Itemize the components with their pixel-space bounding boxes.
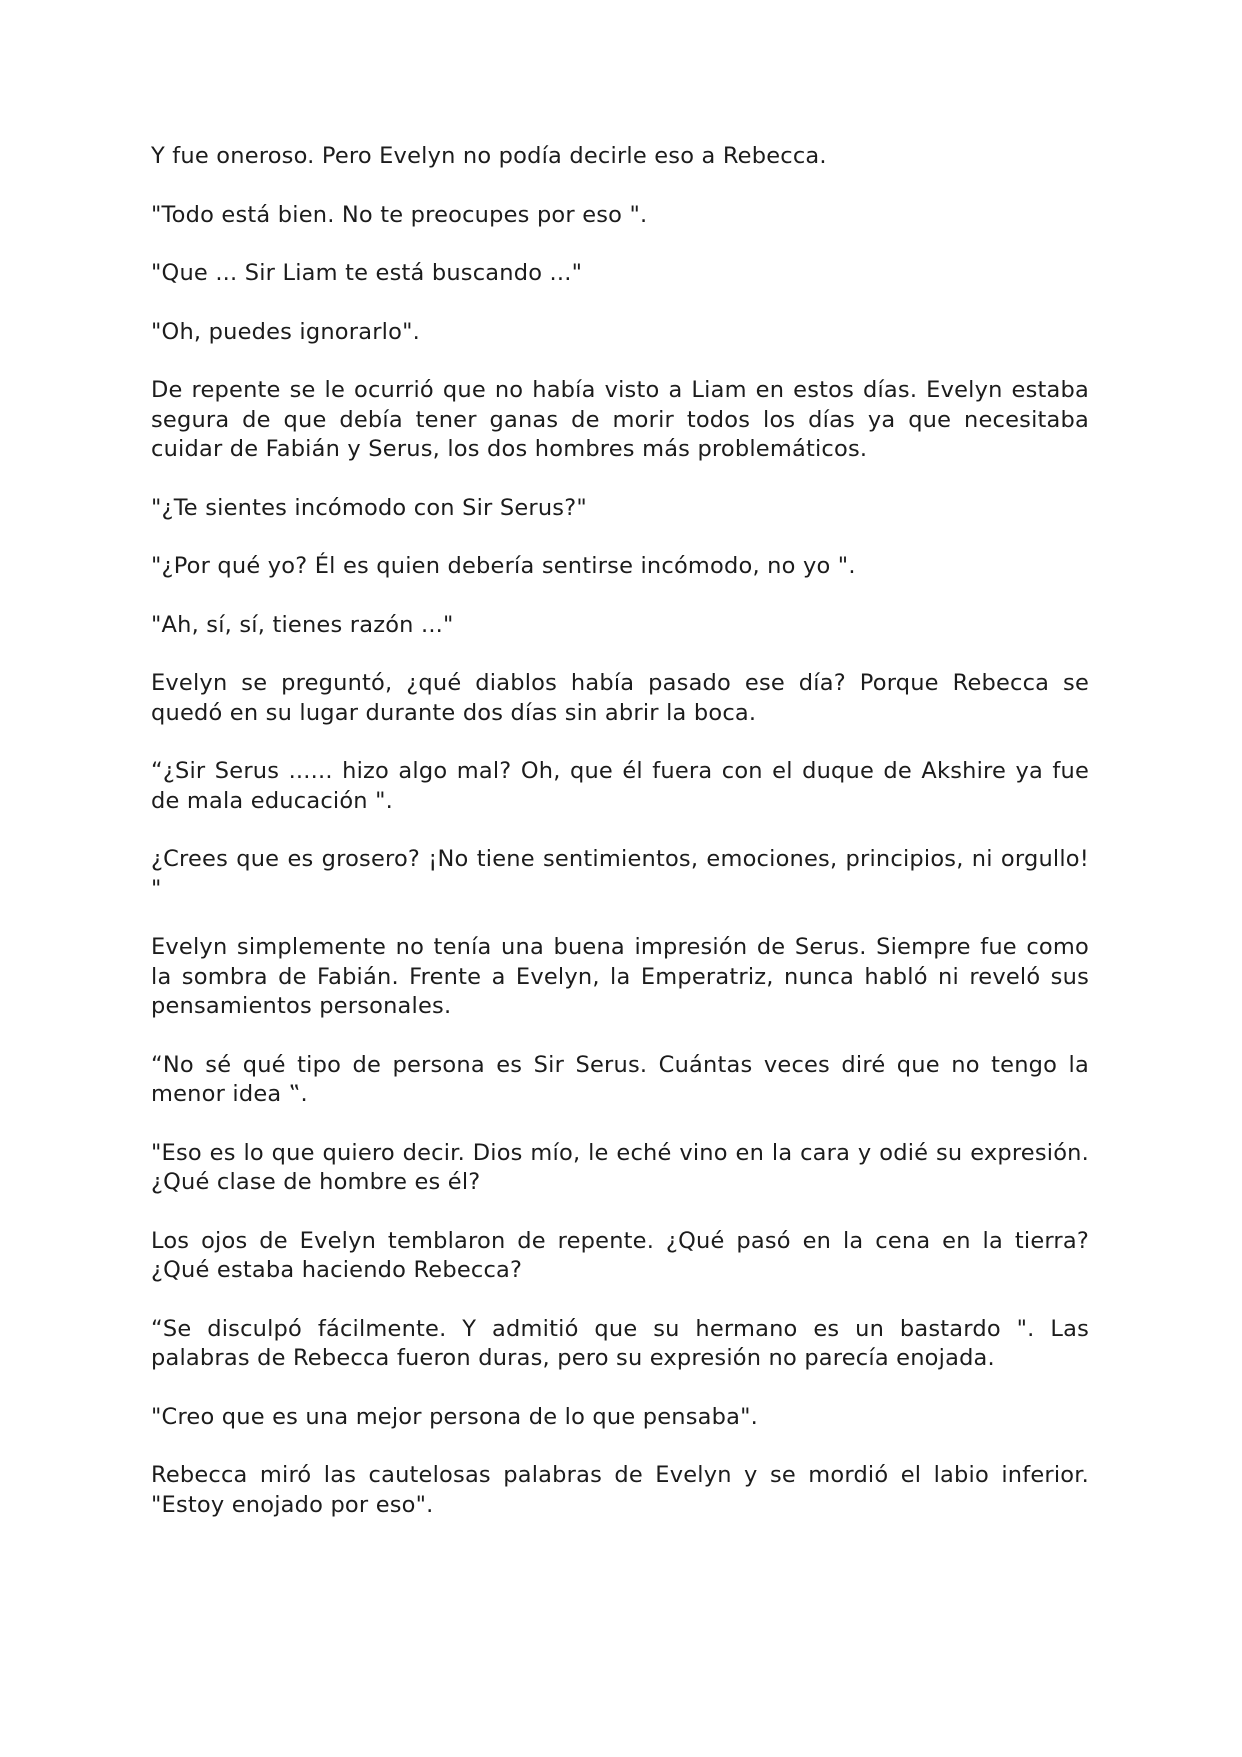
paragraph: Evelyn simplemente no tenía una buena impresión de Serus. Siempre fue como la sombra de Fabián. Frente a Evelyn, la Emperatriz, nunca habló ni reveló sus pensamientos personales. [151,934,1089,1019]
paragraph: ¿Crees que es grosero? ¡No tiene sentimientos, emociones, principios, ni orgullo! " [151,846,1089,902]
paragraph: “¿Sir Serus ...... hizo algo mal? Oh, que él fuera con el duque de Akshire ya fue de mala educación ". [151,758,1089,814]
paragraph: "Ah, sí, sí, tienes razón ..." [151,611,454,638]
document-body [151,142,1089,1549]
paragraph: "Todo está bien. No te preocupes por eso ". [151,201,648,228]
paragraph: Los ojos de Evelyn temblaron de repente. ¿Qué pasó en la cena en la tierra? ¿Qué estaba haciendo Rebecca? [151,1227,1089,1283]
paragraph: "Eso es lo que quiero decir. Dios mío, le eché vino en la cara y odié su expresión. ¿Qué clase de hombre es él? [151,1139,1089,1195]
paragraph: De repente se le ocurrió que no había visto a Liam en estos días. Evelyn estaba segura de que debía tener ganas de morir todos los días ya que necesitaba cuidar de Fabián y Serus, los dos hombres más problemáticos. [151,377,1089,462]
paragraph: "¿Por qué yo? Él es quien debería sentirse incómodo, no yo ". [151,553,856,579]
paragraph: “Se disculpó fácilmente. Y admitió que su hermano es un bastardo ". Las palabras de Rebecca fueron duras, pero su expresión no parecía enojada. [151,1315,1089,1371]
paragraph: Rebecca miró las cautelosas palabras de Evelyn y se mordió el labio inferior. "Estoy enojado por eso". [151,1462,1089,1518]
paragraph: "¿Te sientes incómodo con Sir Serus?" [151,494,587,521]
paragraph: Y fue oneroso. Pero Evelyn no podía decirle eso a Rebecca. [151,143,827,169]
paragraph: "Creo que es una mejor persona de lo que pensaba". [151,1403,758,1430]
paragraph: Evelyn se preguntó, ¿qué diablos había pasado ese día? Porque Rebecca se quedó en su lugar durante dos días sin abrir la boca. [151,670,1089,726]
paragraph: “No sé qué tipo de persona es Sir Serus. Cuántas veces diré que no tengo la menor idea ‟. [151,1051,1089,1107]
paragraph: "Oh, puedes ignorarlo". [151,318,420,345]
paragraph: "Que ... Sir Liam te está buscando ..." [151,260,583,286]
